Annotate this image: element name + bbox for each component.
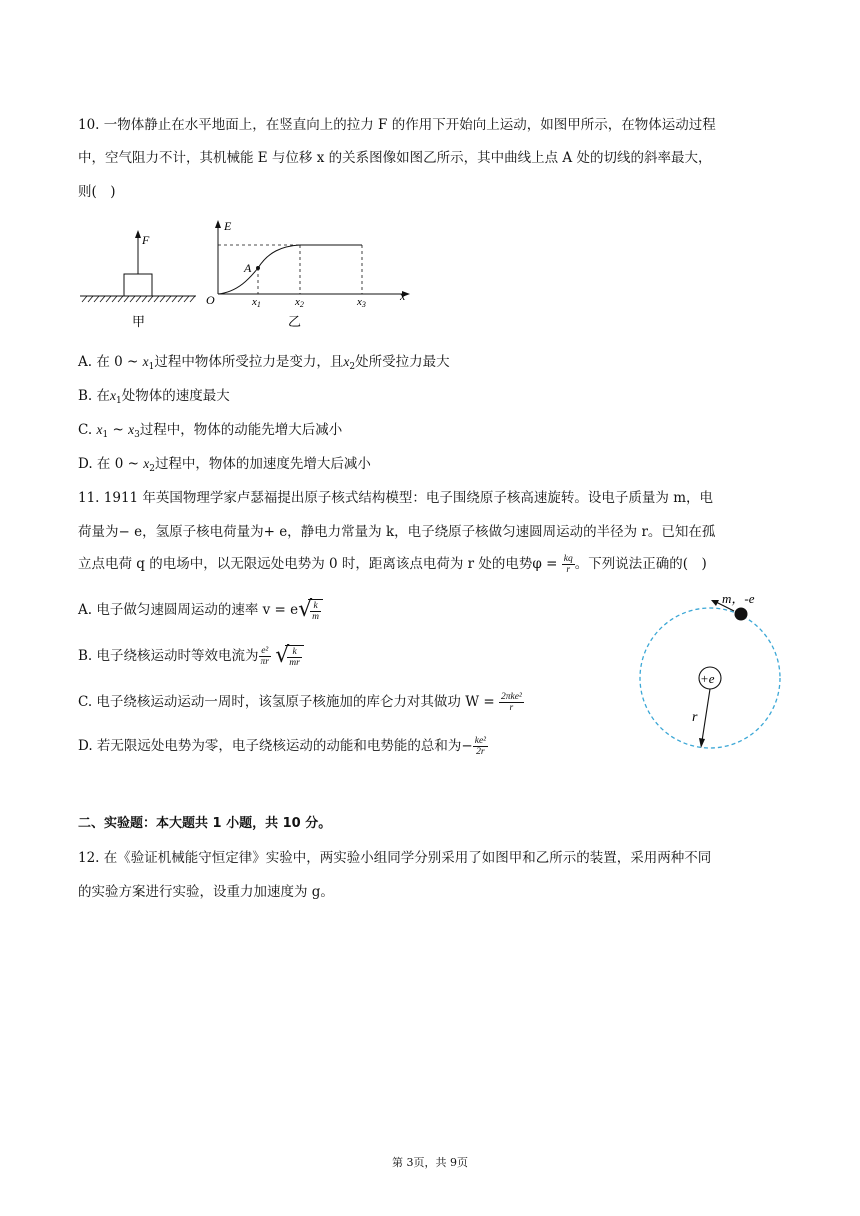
fig-yi-label: 乙 xyxy=(288,314,302,329)
ground-figure xyxy=(80,230,196,329)
page-footer: 第 3页，共 9页 xyxy=(392,1156,468,1169)
radius-label: r xyxy=(692,710,698,725)
q10-option-a: A. 在 0 ~ $x_1$过程中物体所受拉力是变力，且$x_2$处所受拉力最大 xyxy=(78,354,450,372)
q10-line3: 则( ) xyxy=(78,184,116,200)
q11-option-b: B. 电子绕核运动时等效电流为 $\frac{\text{e²}}{\pi r}$ √ $\frac{k}{mr}$ xyxy=(78,644,304,668)
axis-x-label: x xyxy=(400,289,406,303)
origin-label: O xyxy=(206,293,215,307)
q10-option-c: C. $x_1$ ~ $x_3$过程中，物体的动能先增大后减小 xyxy=(78,422,343,440)
electron-label: m，-e xyxy=(722,591,755,606)
q11-line1: 11. 1911 年英国物理学家卢瑟福提出原子核式结构模型：电子围绕原子核高速旋转。设电子质量为 m，电 xyxy=(78,490,713,506)
q10-line1: 10. 一物体静止在水平地面上，在竖直向上的拉力 F 的作用下开始向上运动，如图甲所示，在物体运动过程 xyxy=(78,117,716,133)
section-heading: 二、实验题：本大题共 1 小题，共 10 分。 xyxy=(78,816,332,831)
q10-line2: 中，空气阻力不计，其机械能 E 与位移 x 的关系图像如图乙所示，其中曲线上点 A 处的切线的斜率最大， xyxy=(78,150,712,166)
axis-e-label: E xyxy=(224,219,232,233)
electron-dot xyxy=(735,608,748,621)
nucleus-label: +e xyxy=(700,671,715,686)
q12-line2: 的实验方案进行实验，设重力加速度为 g。 xyxy=(78,884,334,900)
q11-option-a: A. 电子做匀速圆周运动的速率 v = e √ $\frac{k}{m}$ xyxy=(78,598,323,622)
svg-text:x3: x3 xyxy=(357,296,366,309)
fig-jia-label: 甲 xyxy=(132,314,146,329)
atom-figure xyxy=(634,586,794,756)
svg-text:x1: x1 xyxy=(252,296,261,309)
q10-figure xyxy=(78,218,418,333)
q11-option-c: C. 电子绕核运动运动一周时，该氢原子核施加的库仑力对其做功 W = $\frac{\text{2πke²}}{r}$ xyxy=(78,692,522,713)
q10-option-b: B. 在$x_1$处物体的速度最大 xyxy=(78,388,230,406)
q12-line1: 12. 在《验证机械能守恒定律》实验中，两实验小组同学分别采用了如图甲和乙所示的装置，采用两种不同 xyxy=(78,850,712,866)
q10-option-d: D. 在 0 ~ $x_2$过程中，物体的加速度先增大后减小 xyxy=(78,456,371,474)
svg-text:x2: x2 xyxy=(295,296,304,309)
energy-graph xyxy=(206,219,410,329)
q11-line3: 立点电荷 q 的电场中，以无限远处电势为 0 时，距离该点电荷为 r 处的电势φ = $\frac{kq}{r}$ 。下列说法正确的( ) xyxy=(78,554,707,575)
point-a-label: A xyxy=(244,261,252,275)
q11-line2: 荷量为− e，氢原子核电荷量为+ e，静电力常量为 k，电子绕原子核做匀速圆周运动的半径为 r。已知在孤 xyxy=(78,524,716,540)
q11-option-d: D. 若无限远处电势为零，电子绕核运动的动能和电势能的总和为− $\frac{\text{ke²}}{2r}$ xyxy=(78,736,487,757)
force-label: F xyxy=(142,233,150,247)
